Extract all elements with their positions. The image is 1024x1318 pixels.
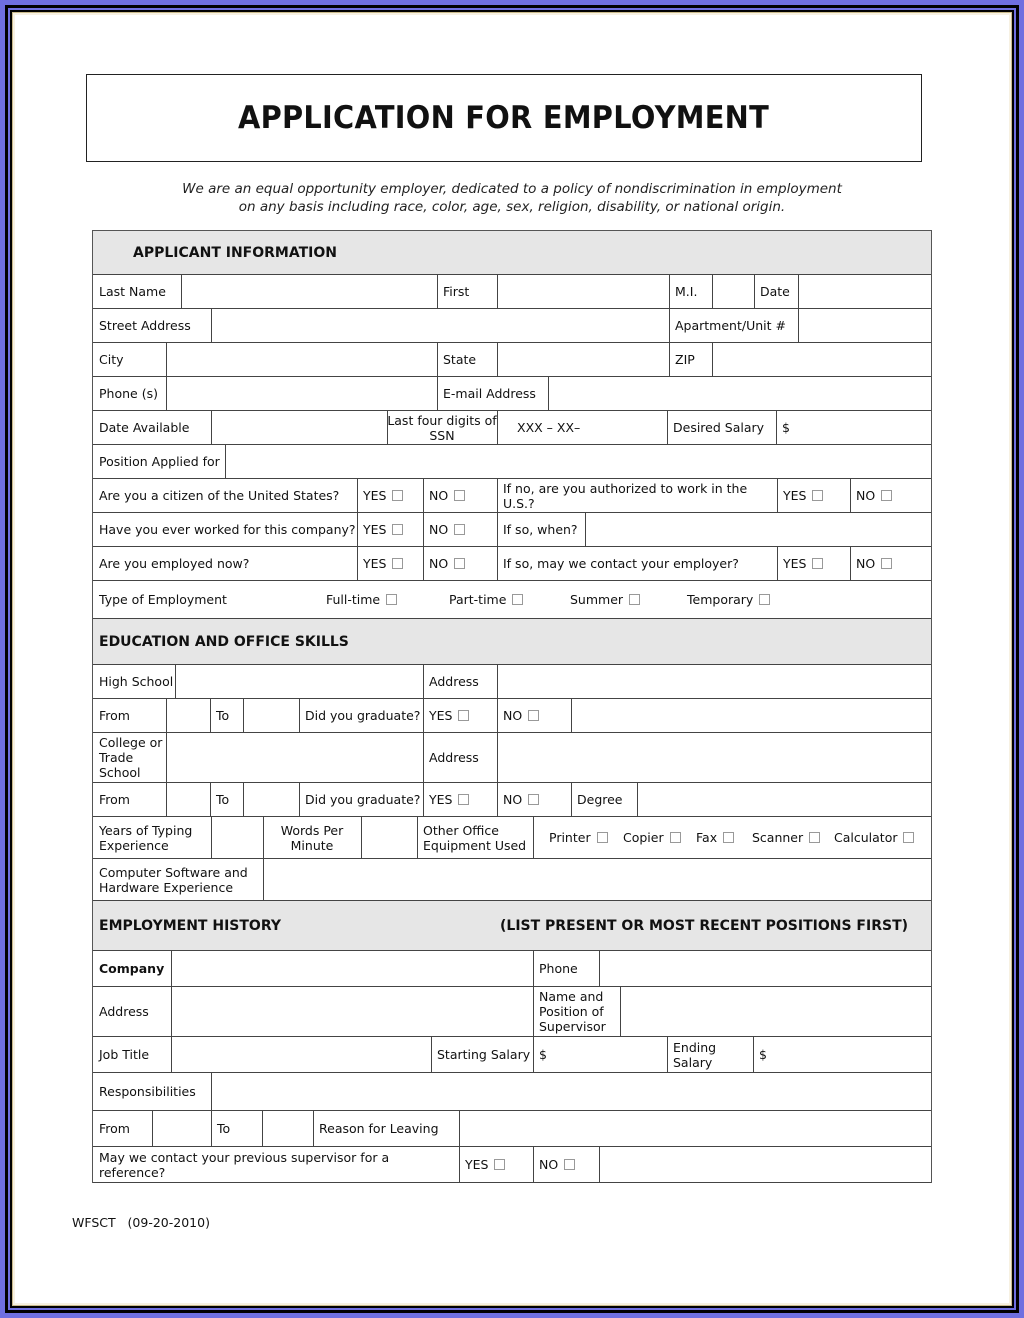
citizen-no-option[interactable] bbox=[423, 479, 497, 512]
title-box bbox=[86, 74, 922, 162]
hs-graduate-no[interactable] bbox=[497, 699, 571, 732]
label-to: To bbox=[216, 792, 230, 807]
type-part-time[interactable] bbox=[443, 581, 543, 618]
eeo-line-1: We are an equal opportunity employer, dedicated to a policy of nondiscrimination in employment bbox=[182, 181, 842, 197]
when-field[interactable] bbox=[585, 513, 931, 546]
equipment-calculator[interactable] bbox=[828, 817, 928, 858]
label-when: If so, when? bbox=[503, 522, 578, 537]
worked-yes-option[interactable] bbox=[357, 513, 423, 546]
employed-no-option[interactable] bbox=[423, 547, 497, 580]
label-company: Company bbox=[99, 961, 165, 976]
checkbox-icon[interactable] bbox=[458, 794, 469, 805]
label-reference-question: May we contact your previous supervisor for a reference? bbox=[99, 1149, 390, 1180]
equipment-scanner[interactable] bbox=[746, 817, 828, 858]
label-mi: M.I. bbox=[675, 284, 698, 299]
no-label: NO bbox=[539, 1157, 559, 1172]
row-typing bbox=[93, 817, 931, 859]
type-full-time[interactable] bbox=[320, 581, 420, 618]
no-label: NO bbox=[503, 708, 523, 723]
checkbox-icon[interactable] bbox=[881, 490, 892, 501]
option-label: Scanner bbox=[752, 830, 804, 845]
yes-label: YES bbox=[783, 488, 807, 503]
label-hs-address: Address bbox=[429, 674, 479, 689]
row-company bbox=[93, 951, 931, 987]
job-title-field[interactable] bbox=[171, 1037, 431, 1072]
checkbox-icon[interactable] bbox=[759, 594, 770, 605]
option-label: Fax bbox=[696, 830, 718, 845]
hs-graduate-yes[interactable] bbox=[423, 699, 497, 732]
label-wpm: Words Per Minute bbox=[280, 822, 344, 853]
label-email: E-mail Address bbox=[443, 386, 536, 401]
hs-address-field[interactable] bbox=[497, 665, 931, 698]
label-software: Computer Software and Hardware Experience bbox=[99, 864, 248, 895]
apartment-field[interactable] bbox=[798, 309, 931, 342]
label-street-address: Street Address bbox=[99, 318, 191, 333]
label-date-available: Date Available bbox=[99, 420, 190, 435]
checkbox-icon[interactable] bbox=[494, 1159, 505, 1170]
label-employment-type: Type of Employment bbox=[99, 592, 227, 607]
no-label: NO bbox=[429, 522, 449, 537]
checkbox-icon[interactable] bbox=[392, 490, 403, 501]
row-employed-now bbox=[93, 547, 931, 581]
row-citizen bbox=[93, 479, 931, 513]
authorized-yes-option[interactable] bbox=[777, 479, 850, 512]
starting-salary-field[interactable]: $ bbox=[539, 1047, 547, 1062]
label-company-phone: Phone bbox=[539, 961, 578, 976]
contact-no-option[interactable] bbox=[850, 547, 931, 580]
row-responsibilities bbox=[93, 1073, 931, 1111]
city-field[interactable] bbox=[166, 343, 437, 376]
yes-label: YES bbox=[363, 522, 387, 537]
phone-field[interactable] bbox=[166, 377, 437, 410]
row-college bbox=[93, 733, 931, 783]
employment-to-field[interactable] bbox=[262, 1111, 313, 1146]
option-label: Copier bbox=[623, 830, 664, 845]
checkbox-icon[interactable] bbox=[809, 832, 820, 843]
label-to: To bbox=[216, 708, 230, 723]
option-label: Printer bbox=[549, 830, 591, 845]
row-date-available bbox=[93, 411, 931, 445]
eeo-line-2: on any basis including race, color, age, sex, religion, disability, or national origin. bbox=[238, 199, 786, 215]
reason-leaving-field[interactable] bbox=[459, 1111, 931, 1146]
label-college: College or Trade School bbox=[99, 735, 163, 780]
no-label: NO bbox=[429, 556, 449, 571]
checkbox-icon[interactable] bbox=[723, 832, 734, 843]
label-employed-question: Are you employed now? bbox=[99, 556, 250, 571]
label-from: From bbox=[99, 708, 130, 723]
worked-no-option[interactable] bbox=[423, 513, 497, 546]
label-ending-salary: Ending Salary bbox=[673, 1039, 717, 1070]
position-field[interactable] bbox=[225, 445, 931, 478]
label-reason-leaving: Reason for Leaving bbox=[319, 1121, 439, 1136]
hs-from-field[interactable] bbox=[166, 699, 210, 732]
option-label: Part-time bbox=[449, 592, 507, 607]
checkbox-icon[interactable] bbox=[386, 594, 397, 605]
first-name-field[interactable] bbox=[497, 275, 669, 308]
checkbox-icon[interactable] bbox=[812, 490, 823, 501]
authorized-no-option[interactable] bbox=[850, 479, 931, 512]
software-field[interactable] bbox=[263, 859, 931, 900]
last-name-field[interactable] bbox=[181, 275, 437, 308]
citizen-yes-option[interactable] bbox=[357, 479, 423, 512]
label-starting-salary: Starting Salary bbox=[437, 1047, 531, 1062]
checkbox-icon[interactable] bbox=[512, 594, 523, 605]
ssn-field[interactable]: XXX – XX– bbox=[517, 420, 581, 435]
typing-years-field[interactable] bbox=[211, 817, 263, 858]
yes-label: YES bbox=[429, 708, 453, 723]
supervisor-field[interactable] bbox=[620, 987, 931, 1036]
row-street bbox=[93, 309, 931, 343]
row-city bbox=[93, 343, 931, 377]
reference-extra-field[interactable] bbox=[599, 1147, 931, 1182]
row-employment-dates bbox=[93, 1111, 931, 1147]
checkbox-icon[interactable] bbox=[458, 710, 469, 721]
contact-yes-option[interactable] bbox=[777, 547, 850, 580]
no-label: NO bbox=[429, 488, 449, 503]
responsibilities-field[interactable] bbox=[211, 1073, 931, 1110]
row-college-dates bbox=[93, 783, 931, 817]
college-from-field[interactable] bbox=[166, 783, 210, 816]
row-position bbox=[93, 445, 931, 479]
label-phone: Phone (s) bbox=[99, 386, 158, 401]
label-state: State bbox=[443, 352, 477, 367]
reference-yes-option[interactable] bbox=[459, 1147, 533, 1182]
label-zip: ZIP bbox=[675, 352, 695, 367]
zip-field[interactable] bbox=[712, 343, 931, 376]
equipment-copier[interactable] bbox=[617, 817, 691, 858]
yes-label: YES bbox=[363, 488, 387, 503]
checkbox-icon[interactable] bbox=[597, 832, 608, 843]
section-education bbox=[93, 619, 931, 665]
label-worked-question: Have you ever worked for this company? bbox=[99, 522, 356, 537]
page-title: APPLICATION FOR EMPLOYMENT bbox=[238, 100, 770, 136]
label-desired-salary: Desired Salary bbox=[673, 420, 765, 435]
section-title: EMPLOYMENT HISTORY bbox=[99, 917, 281, 934]
row-software bbox=[93, 859, 931, 901]
option-label: Temporary bbox=[687, 592, 754, 607]
yes-label: YES bbox=[363, 556, 387, 571]
checkbox-icon[interactable] bbox=[528, 710, 539, 721]
label-from: From bbox=[99, 792, 130, 807]
mi-field[interactable] bbox=[712, 275, 754, 308]
college-graduate-yes[interactable] bbox=[423, 783, 497, 816]
hs-to-field[interactable] bbox=[243, 699, 299, 732]
state-field[interactable] bbox=[497, 343, 669, 376]
label-first: First bbox=[443, 284, 470, 299]
checkbox-icon[interactable] bbox=[454, 558, 465, 569]
eeo-statement bbox=[86, 180, 938, 216]
label-job-title: Job Title bbox=[99, 1047, 150, 1062]
hs-extra-field[interactable] bbox=[571, 699, 931, 732]
label-citizen-question: Are you a citizen of the United States? bbox=[99, 488, 340, 503]
company-field[interactable] bbox=[171, 951, 533, 986]
date-field[interactable] bbox=[798, 275, 931, 308]
section-title: EDUCATION AND OFFICE SKILLS bbox=[99, 633, 349, 650]
row-high-school bbox=[93, 665, 931, 699]
label-graduate: Did you graduate? bbox=[305, 708, 421, 723]
label-responsibilities: Responsibilities bbox=[99, 1084, 196, 1099]
company-phone-field[interactable] bbox=[599, 951, 931, 986]
label-from: From bbox=[99, 1121, 130, 1136]
street-address-field[interactable] bbox=[211, 309, 669, 342]
label-equipment: Other Office Equipment Used bbox=[423, 822, 527, 853]
label-authorized-question: If no, are you authorized to work in the U.S.? bbox=[503, 480, 748, 511]
label-to: To bbox=[217, 1121, 231, 1136]
label-ssn: Last four digits of SSN bbox=[387, 412, 497, 443]
checkbox-icon[interactable] bbox=[812, 558, 823, 569]
reference-no-option[interactable] bbox=[533, 1147, 599, 1182]
label-employer-address: Address bbox=[99, 1004, 149, 1019]
form-id-footer: WFSCT (09-20-2010) bbox=[72, 1215, 210, 1230]
row-employment-type bbox=[93, 581, 931, 619]
label-high-school: High School bbox=[99, 674, 174, 689]
checkbox-icon[interactable] bbox=[881, 558, 892, 569]
label-college-address: Address bbox=[429, 750, 479, 765]
row-name bbox=[93, 275, 931, 309]
no-label: NO bbox=[856, 556, 876, 571]
label-last-name: Last Name bbox=[99, 284, 166, 299]
yes-label: YES bbox=[465, 1157, 489, 1172]
option-label: Summer bbox=[570, 592, 624, 607]
label-degree: Degree bbox=[577, 792, 623, 807]
row-hs-dates bbox=[93, 699, 931, 733]
checkbox-icon[interactable] bbox=[903, 832, 914, 843]
row-worked-before bbox=[93, 513, 931, 547]
degree-field[interactable] bbox=[637, 783, 931, 816]
option-label: Full-time bbox=[326, 592, 381, 607]
employment-from-field[interactable] bbox=[152, 1111, 211, 1146]
college-graduate-no[interactable] bbox=[497, 783, 571, 816]
label-typing: Years of Typing Experience bbox=[99, 822, 193, 853]
college-address-field[interactable] bbox=[497, 733, 931, 782]
label-date: Date bbox=[760, 284, 790, 299]
checkbox-icon[interactable] bbox=[528, 794, 539, 805]
email-field[interactable] bbox=[548, 377, 931, 410]
checkbox-icon[interactable] bbox=[454, 524, 465, 535]
checkbox-icon[interactable] bbox=[392, 558, 403, 569]
employer-address-field[interactable] bbox=[171, 987, 533, 1036]
label-city: City bbox=[99, 352, 124, 367]
equipment-printer[interactable] bbox=[543, 817, 617, 858]
yes-label: YES bbox=[783, 556, 807, 571]
no-label: NO bbox=[856, 488, 876, 503]
label-graduate: Did you graduate? bbox=[305, 792, 421, 807]
label-apartment: Apartment/Unit # bbox=[675, 318, 786, 333]
option-label: Calculator bbox=[834, 830, 898, 845]
section-applicant-information bbox=[93, 231, 931, 275]
employed-yes-option[interactable] bbox=[357, 547, 423, 580]
checkbox-icon[interactable] bbox=[564, 1159, 575, 1170]
desired-salary-field[interactable]: $ bbox=[782, 420, 790, 435]
section-title: APPLICANT INFORMATION bbox=[133, 244, 337, 261]
college-to-field[interactable] bbox=[243, 783, 299, 816]
label-contact-employer: If so, may we contact your employer? bbox=[503, 556, 739, 571]
high-school-field[interactable] bbox=[175, 665, 423, 698]
checkbox-icon[interactable] bbox=[454, 490, 465, 501]
checkbox-icon[interactable] bbox=[629, 594, 640, 605]
type-summer[interactable] bbox=[564, 581, 664, 618]
yes-label: YES bbox=[429, 792, 453, 807]
no-label: NO bbox=[503, 792, 523, 807]
row-employer-address bbox=[93, 987, 931, 1037]
checkbox-icon[interactable] bbox=[670, 832, 681, 843]
college-field[interactable] bbox=[166, 733, 423, 782]
wpm-field[interactable] bbox=[361, 817, 417, 858]
type-temporary[interactable] bbox=[681, 581, 801, 618]
section-employment-history bbox=[93, 901, 931, 951]
date-available-field[interactable] bbox=[211, 411, 387, 444]
checkbox-icon[interactable] bbox=[392, 524, 403, 535]
row-job-title bbox=[93, 1037, 931, 1073]
row-reference bbox=[93, 1147, 931, 1183]
ending-salary-field[interactable]: $ bbox=[759, 1047, 767, 1062]
section-note: (LIST PRESENT OR MOST RECENT POSITIONS FIRST) bbox=[500, 917, 909, 934]
label-position: Position Applied for bbox=[99, 454, 220, 469]
application-form bbox=[92, 230, 932, 1183]
row-phone bbox=[93, 377, 931, 411]
label-supervisor: Name and Position of Supervisor bbox=[539, 989, 606, 1034]
equipment-fax[interactable] bbox=[690, 817, 746, 858]
